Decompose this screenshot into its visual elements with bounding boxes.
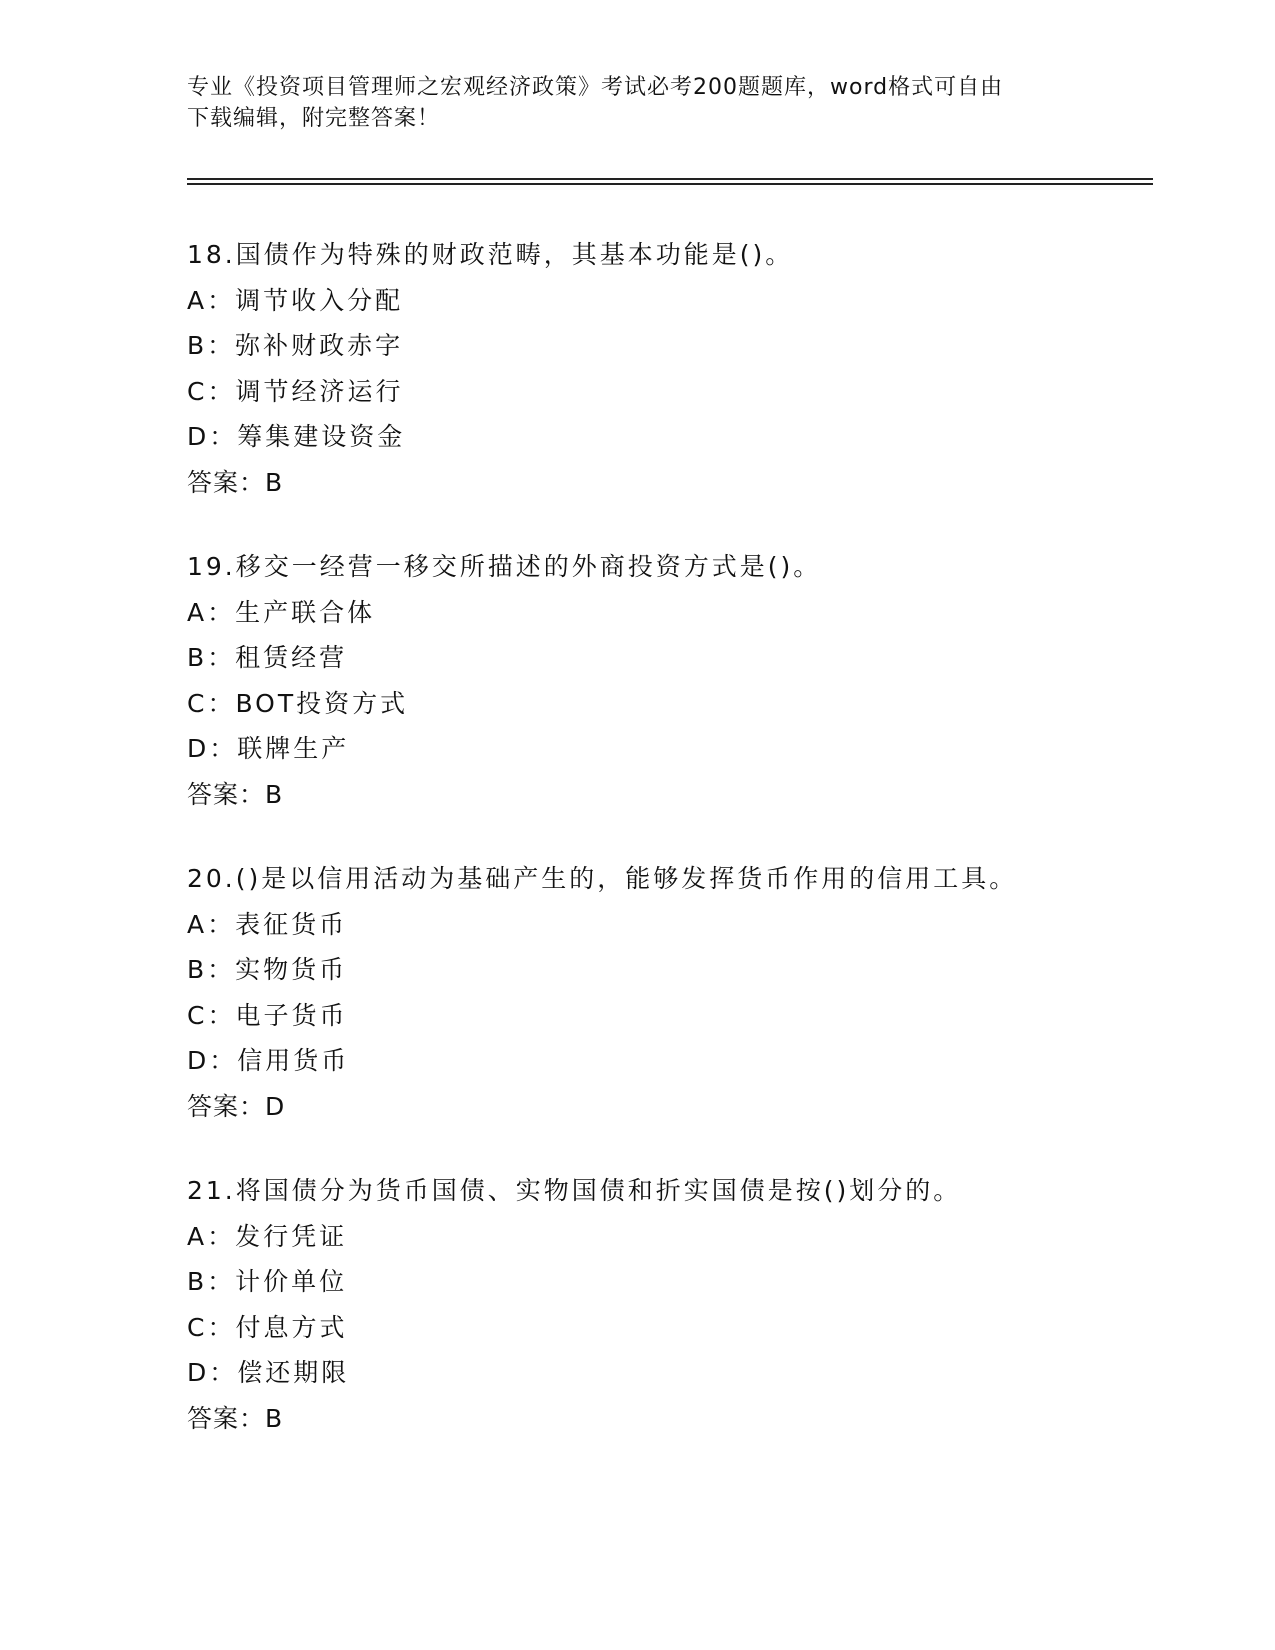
question-stem: 19.移交一经营一移交所描述的外商投资方式是()。 [187, 552, 822, 581]
header-line-1: 专业《投资项目管理师之宏观经济政策》考试必考200题题库，word格式可自由 [187, 75, 1004, 100]
option-b: B：租赁经营 [187, 643, 348, 672]
option-a: A：表征货币 [187, 909, 348, 939]
header-line-2: 下载编辑，附完整答案！ [187, 106, 441, 131]
question-stem: 20.()是以信用活动为基础产生的，能够发挥货币作用的信用工具。 [187, 864, 1018, 893]
question-list [187, 232, 1147, 1480]
option-d: D：联牌生产 [187, 734, 350, 763]
option-b: B：实物货币 [187, 955, 348, 984]
header-divider-bottom [187, 183, 1153, 185]
header-divider-top [187, 178, 1153, 180]
answer-line: 答案：B [187, 1403, 284, 1433]
option-b: B：计价单位 [187, 1267, 348, 1296]
answer-line: 答案：B [187, 467, 284, 497]
option-c: C：BOT投资方式 [187, 688, 409, 718]
question-20 [187, 856, 1147, 1129]
answer-line: 答案：D [187, 1091, 286, 1121]
question-stem: 18.国债作为特殊的财政范畴，其基本功能是()。 [187, 240, 794, 269]
question-19 [187, 544, 1147, 817]
question-stem: 21.将国债分为货币国债、实物国债和折实国债是按()划分的。 [187, 1176, 962, 1205]
answer-line: 答案：B [187, 779, 284, 809]
option-d: D：筹集建设资金 [187, 422, 406, 451]
option-c: C：电子货币 [187, 1000, 348, 1030]
option-d: D：偿还期限 [187, 1358, 350, 1387]
question-18 [187, 232, 1147, 505]
option-a: A：调节收入分配 [187, 285, 404, 315]
option-d: D：信用货币 [187, 1046, 350, 1075]
option-b: B：弥补财政赤字 [187, 331, 404, 360]
option-a: A：生产联合体 [187, 597, 376, 627]
question-21 [187, 1168, 1147, 1441]
document-header [187, 72, 1087, 134]
option-a: A：发行凭证 [187, 1221, 348, 1251]
option-c: C：调节经济运行 [187, 376, 404, 406]
option-c: C：付息方式 [187, 1312, 348, 1342]
